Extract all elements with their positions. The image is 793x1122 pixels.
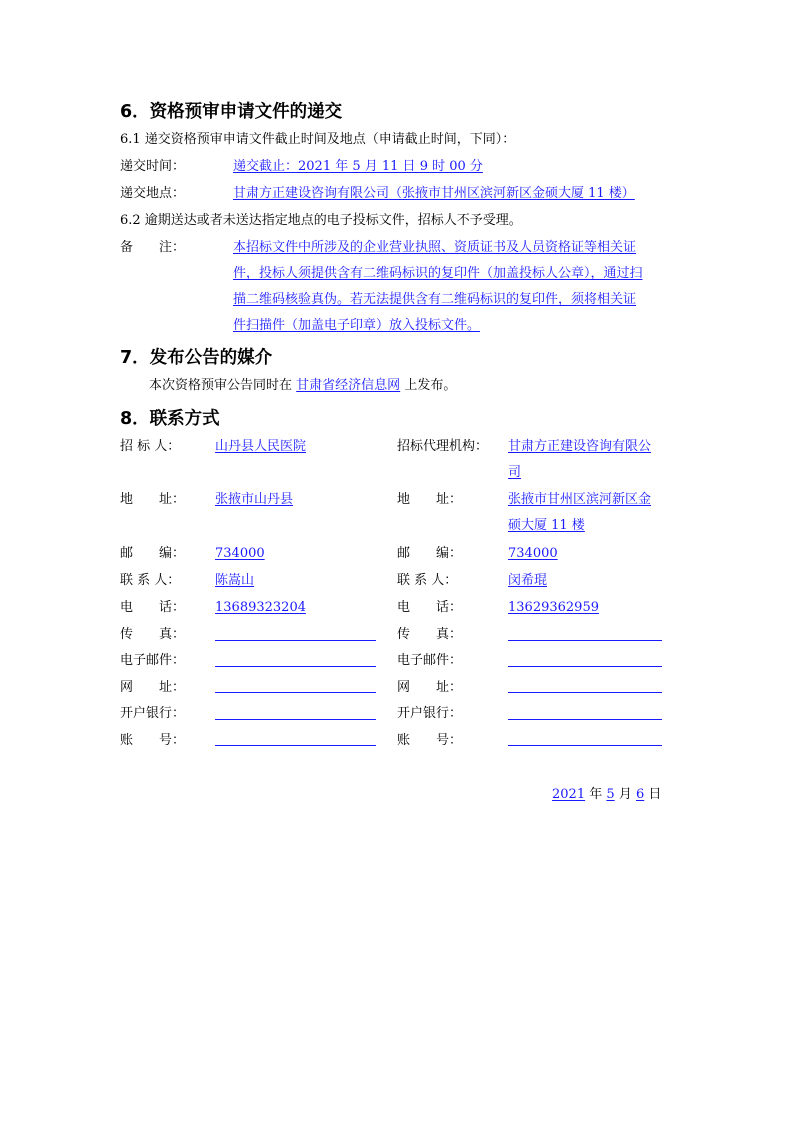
right-contact-label: 联 系 人： xyxy=(397,573,458,588)
section7-text-before: 本次资格预审公告同时在 xyxy=(149,378,293,393)
left-zip-label: 邮 编： xyxy=(120,546,186,561)
left-address-label: 地 址： xyxy=(120,492,186,507)
right-fax-label: 传 真： xyxy=(397,627,463,642)
right-bank-blank xyxy=(508,719,662,720)
left-phone-value: 13689323204 xyxy=(215,600,306,615)
date-day: 6 xyxy=(635,787,645,802)
right-web-blank xyxy=(508,692,662,693)
left-email-blank xyxy=(215,666,376,667)
note-line-4: 件扫描件（加盖电子印章）放入投标文件。 xyxy=(233,318,481,333)
media-name: 甘肃省经济信息网 xyxy=(296,378,401,393)
left-bank-blank xyxy=(215,719,376,720)
right-bank-label: 开户银行： xyxy=(397,706,463,721)
right-account-label: 账 号： xyxy=(397,733,463,748)
right-zip-label: 邮 编： xyxy=(397,546,463,561)
date-day-unit: 日 xyxy=(648,787,662,802)
right-email-blank xyxy=(508,666,662,667)
tenderer-value: 山丹县人民医院 xyxy=(215,439,307,454)
agency-value-line2: 司 xyxy=(508,465,522,480)
tenderer-label: 招 标 人： xyxy=(120,439,181,454)
left-address-value: 张掖市山丹县 xyxy=(215,492,294,507)
left-contact-label: 联 系 人： xyxy=(120,573,181,588)
right-contact-value: 闵希琨 xyxy=(508,573,548,588)
left-zip-value: 734000 xyxy=(215,546,265,561)
deadline-value: 递交截止：2021 年 5 月 11 日 9 时 00 分 xyxy=(233,159,483,174)
left-account-blank xyxy=(215,745,376,746)
section6-item2: 6.2 逾期送达或者未送达指定地点的电子投标文件，招标人不予受理。 xyxy=(120,213,522,228)
note-line-1: 本招标文件中所涉及的企业营业执照、资质证书及人员资格证等相关证 xyxy=(233,240,637,255)
right-phone-label: 电 话： xyxy=(397,600,463,615)
left-account-label: 账 号： xyxy=(120,733,186,748)
note-line-2: 件，投标人须提供含有二维码标识的复印件（加盖投标人公章），通过扫 xyxy=(233,266,643,281)
left-contact-value: 陈嵩山 xyxy=(215,573,255,588)
deadline-label: 递交时间： xyxy=(120,159,186,174)
agency-value-line1: 甘肃方正建设咨询有限公 xyxy=(508,439,652,454)
section7-text xyxy=(149,377,456,395)
date-month: 5 xyxy=(606,787,615,802)
left-email-label: 电子邮件： xyxy=(120,653,186,668)
left-web-label: 网 址： xyxy=(120,680,186,695)
left-fax-label: 传 真： xyxy=(120,627,186,642)
right-phone-value: 13629362959 xyxy=(508,600,599,615)
left-fax-blank xyxy=(215,640,376,641)
section7-text-after: 上发布。 xyxy=(404,378,457,393)
right-address-line1: 张掖市甘州区滨河新区金 xyxy=(508,492,652,507)
agency-label: 招标代理机构： xyxy=(397,439,489,454)
section6-item1: 6.1 递交资格预审申请文件截止时间及地点（申请截止时间，下同）： xyxy=(120,132,516,147)
document-date xyxy=(552,786,661,804)
right-zip-value: 734000 xyxy=(508,546,558,561)
date-month-unit: 月 xyxy=(618,787,632,802)
section6-heading: 6．资格预审申请文件的递交 xyxy=(120,102,343,122)
place-value: 甘肃方正建设咨询有限公司（张掖市甘州区滨河新区金硕大厦 11 楼） xyxy=(233,186,635,201)
right-web-label: 网 址： xyxy=(397,680,463,695)
right-account-blank xyxy=(508,745,662,746)
date-year: 2021 xyxy=(552,787,586,802)
right-address-line2: 硕大厦 11 楼 xyxy=(508,518,585,533)
section8-heading: 8．联系方式 xyxy=(120,409,220,429)
note-line-3: 描二维码核验真伪。若无法提供含有二维码标识的复印件，须将相关证 xyxy=(233,292,637,307)
left-bank-label: 开户银行： xyxy=(120,706,186,721)
left-phone-label: 电 话： xyxy=(120,600,186,615)
note-label: 备 注： xyxy=(120,240,186,255)
left-web-blank xyxy=(215,692,376,693)
right-address-label: 地 址： xyxy=(397,492,463,507)
right-fax-blank xyxy=(508,640,662,641)
section7-heading: 7．发布公告的媒介 xyxy=(120,348,273,368)
date-year-unit: 年 xyxy=(589,787,603,802)
place-label: 递交地点： xyxy=(120,186,186,201)
right-email-label: 电子邮件： xyxy=(397,653,463,668)
